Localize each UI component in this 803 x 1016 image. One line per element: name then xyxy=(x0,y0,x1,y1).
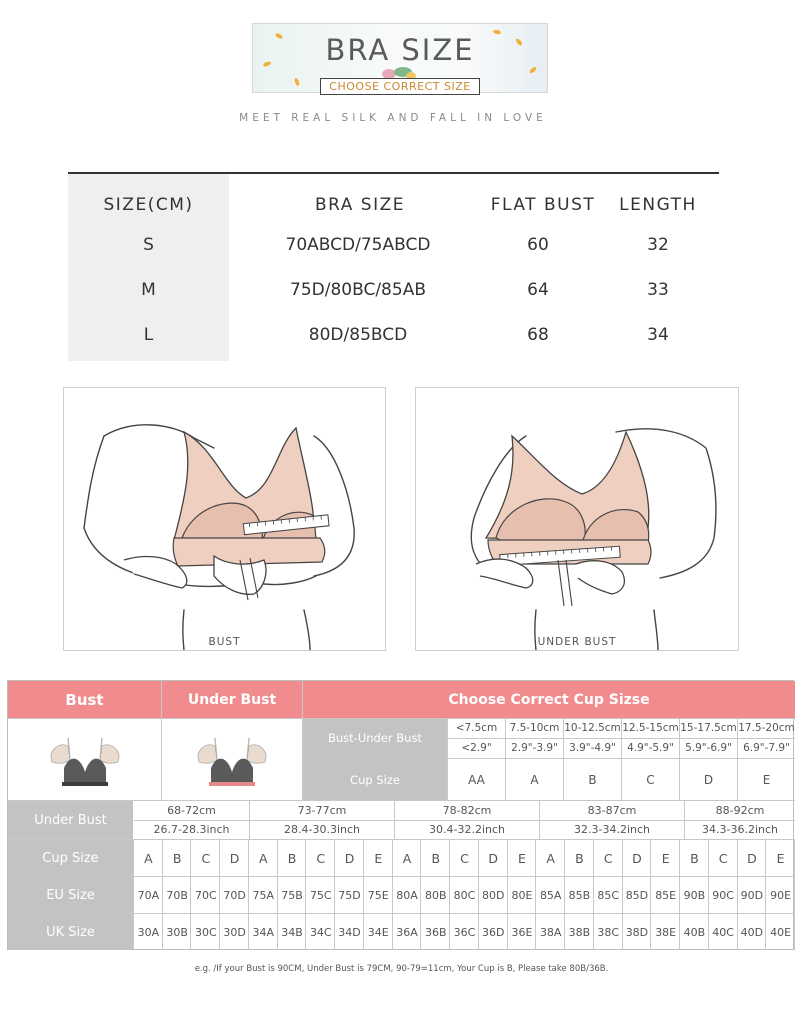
row-label-eu-size: EU Size xyxy=(8,877,133,913)
eu-size-cell: 80D xyxy=(481,888,505,902)
grid-line xyxy=(8,839,795,840)
chart-header-bust: Bust xyxy=(8,681,161,718)
grid-line xyxy=(161,681,162,800)
under-bust-range-inch: 30.4-32.2inch xyxy=(428,823,505,836)
grid-line xyxy=(563,718,564,800)
row-label-cup-size: Cup Size xyxy=(8,840,133,876)
under-bust-range-inch: 34.3-36.2inch xyxy=(701,823,778,836)
eu-size-cell: 85E xyxy=(655,888,677,902)
grid-line xyxy=(303,758,795,759)
cup-size-cell: D xyxy=(747,850,757,866)
uk-size-cell: 38A xyxy=(539,925,562,939)
cup-letter-cell: B xyxy=(588,772,597,787)
grid-line xyxy=(737,718,738,800)
grid-line xyxy=(535,840,536,950)
grid-line xyxy=(478,840,479,950)
uk-size-cell: 34D xyxy=(338,925,361,939)
under-bust-range-cm: 68-72cm xyxy=(167,804,216,817)
eu-size-cell: 80E xyxy=(511,888,533,902)
cup-size-cell: C xyxy=(316,850,326,866)
uk-size-cell: 34A xyxy=(252,925,275,939)
cup-size-cell: B xyxy=(690,850,699,866)
bra-icon xyxy=(187,724,277,794)
grid-line xyxy=(190,840,191,950)
eu-size-cell: 85A xyxy=(539,888,562,902)
diff-cm-cell: 7.5-10cm xyxy=(509,722,560,734)
size-table-cell: 75D/80BC/85AB xyxy=(290,280,426,300)
eu-size-cell: 70C xyxy=(194,888,217,902)
uk-size-cell: 34B xyxy=(281,925,303,939)
diff-inch-cell: 4.9"-5.9" xyxy=(627,742,674,754)
diff-cm-cell: 15-17.5cm xyxy=(680,722,737,734)
grid-line xyxy=(363,840,364,950)
under-bust-range-inch: 28.4-30.3inch xyxy=(283,823,360,836)
eu-size-cell: 85D xyxy=(625,888,649,902)
cup-size-cell: D xyxy=(344,850,355,866)
cup-letter-cell: D xyxy=(703,772,714,787)
under-bust-range-inch: 26.7-28.3inch xyxy=(153,823,230,836)
cup-size-cell: C xyxy=(201,850,211,866)
bust-diagram-icon xyxy=(64,388,385,650)
eu-size-cell: 75B xyxy=(281,888,303,902)
eu-size-cell: 80C xyxy=(453,888,476,902)
grid-line xyxy=(134,820,795,821)
cup-letter-cell: E xyxy=(762,772,771,787)
size-table-cell: 60 xyxy=(527,235,549,255)
under-bust-range-cm: 83-87cm xyxy=(587,804,637,817)
eu-size-cell: 75E xyxy=(367,888,389,902)
size-table-cell: 70ABCD/75ABCD xyxy=(285,235,431,255)
cup-letter-cell: C xyxy=(646,772,655,787)
eu-size-cell: 70B xyxy=(166,888,188,902)
cup-size-cell: E xyxy=(518,850,526,866)
bra-product-image-under-bust xyxy=(162,718,302,800)
cup-size-cell: A xyxy=(259,850,268,866)
size-table-header-bra-size: BRA SIZE xyxy=(314,195,405,215)
uk-size-cell: 36B xyxy=(424,925,447,939)
eu-size-cell: 70A xyxy=(137,888,160,902)
grid-line xyxy=(539,801,540,839)
size-table-cell: S xyxy=(143,235,154,255)
cup-size-cell: D xyxy=(488,850,499,866)
cup-letter-cell: A xyxy=(530,772,539,787)
eu-size-cell: 75C xyxy=(309,888,332,902)
cup-size-cell: D xyxy=(229,850,240,866)
grid-line xyxy=(8,876,795,877)
bust-label: BUST xyxy=(208,636,241,648)
size-table-cell: M xyxy=(141,280,156,300)
cup-size-cell: C xyxy=(718,850,728,866)
uk-size-cell: 36E xyxy=(511,925,533,939)
size-table-cell: 33 xyxy=(647,280,669,300)
bust-measure-illustration xyxy=(63,387,386,651)
eu-size-cell: 90B xyxy=(683,888,706,902)
uk-size-cell: 30C xyxy=(194,925,217,939)
cup-size-cell: A xyxy=(546,850,555,866)
grid-line xyxy=(507,840,508,950)
uk-size-cell: 34C xyxy=(309,925,332,939)
grid-line xyxy=(133,840,134,950)
eu-size-cell: 70D xyxy=(223,888,246,902)
cup-size-cell: A xyxy=(144,850,153,866)
uk-size-cell: 40E xyxy=(770,925,792,939)
cup-size-cell: B xyxy=(575,850,584,866)
chart-header-under-bust: Under Bust xyxy=(162,681,302,718)
diff-cm-cell: 17.5-20cm xyxy=(738,722,795,734)
diff-inch-cell: 5.9"-6.9" xyxy=(685,742,732,754)
cup-size-cell: B xyxy=(172,850,182,866)
size-table-header-size: SIZE(CM) xyxy=(103,195,194,215)
uk-size-cell: 38E xyxy=(655,925,677,939)
uk-size-cell: 38C xyxy=(597,925,620,939)
cup-size-cell: E xyxy=(776,850,785,866)
grid-line xyxy=(249,801,250,839)
grid-line xyxy=(684,801,685,839)
eu-size-cell: 85C xyxy=(597,888,620,902)
uk-size-cell: 40D xyxy=(740,925,764,939)
uk-size-cell: 30B xyxy=(166,925,188,939)
bra-icon xyxy=(40,724,130,794)
cup-size-chart xyxy=(7,680,794,950)
grid-line xyxy=(708,840,709,950)
under-bust-range-inch: 32.3-34.2inch xyxy=(573,823,650,836)
cup-size-cell: D xyxy=(632,850,642,866)
cup-size-cell: C xyxy=(603,850,613,866)
eu-size-cell: 75A xyxy=(252,888,275,902)
under-bust-range-cm: 78-82cm xyxy=(442,804,492,817)
grid-line xyxy=(8,913,795,914)
eu-size-cell: 75D xyxy=(338,888,361,902)
grid-line xyxy=(334,840,335,950)
leaf-decoration xyxy=(529,66,538,74)
diff-inch-cell: <2.9" xyxy=(461,742,492,754)
eu-size-cell: 90D xyxy=(740,888,764,902)
uk-size-cell: 36D xyxy=(481,925,505,939)
grid-line xyxy=(302,681,303,800)
under-bust-measure-illustration xyxy=(415,387,739,651)
eu-size-cell: 80B xyxy=(424,888,447,902)
tagline: MEET REAL SILK AND FALL IN LOVE xyxy=(239,112,547,124)
grid-line xyxy=(449,840,450,950)
cup-size-example-note: e.g. /If your Bust is 90CM, Under Bust is 79CM, 90-79=11cm, Your Cup is B, Please take 80B/36B. xyxy=(194,964,609,974)
cup-size-header-label: Cup Size xyxy=(303,759,447,800)
diff-cm-cell: <7.5cm xyxy=(455,722,498,734)
grid-line xyxy=(650,840,651,950)
cup-size-cell: C xyxy=(460,850,469,866)
grid-line xyxy=(794,840,795,950)
cup-letter-cell: AA xyxy=(468,772,485,787)
grid-line xyxy=(593,840,594,950)
grid-line xyxy=(8,800,795,801)
cup-size-cell: E xyxy=(661,850,670,866)
chart-header-choose-cup: Choose Correct Cup Sizse xyxy=(303,681,795,718)
grid-line xyxy=(8,718,795,719)
grid-line xyxy=(219,840,220,950)
grid-line xyxy=(621,718,622,800)
size-table-cell: 68 xyxy=(527,325,549,345)
grid-line xyxy=(564,840,565,950)
uk-size-cell: 36A xyxy=(396,925,418,939)
under-bust-label: UNDER BUST xyxy=(537,636,617,648)
cup-size-cell: B xyxy=(431,850,441,866)
grid-line xyxy=(392,840,393,950)
cup-size-cell: A xyxy=(402,850,412,866)
uk-size-cell: 38D xyxy=(625,925,649,939)
diff-cm-cell: 12.5-15cm xyxy=(622,722,679,734)
size-table-cell: L xyxy=(143,325,154,345)
under-bust-range-cm: 88-92cm xyxy=(715,804,765,817)
banner-title: BRA SIZE xyxy=(325,33,475,67)
grid-line xyxy=(679,840,680,950)
uk-size-cell: 34E xyxy=(367,925,389,939)
under-bust-diagram-icon xyxy=(416,388,738,650)
under-bust-range-cm: 73-77cm xyxy=(297,804,347,817)
grid-line xyxy=(737,840,738,950)
eu-size-cell: 90E xyxy=(770,888,792,902)
grid-line xyxy=(305,840,306,950)
leaf-decoration xyxy=(294,78,300,87)
grid-line xyxy=(277,840,278,950)
row-label-under-bust: Under Bust xyxy=(8,801,133,839)
eu-size-cell: 90C xyxy=(712,888,734,902)
grid-line xyxy=(162,840,163,950)
size-table-cell: 64 xyxy=(527,280,549,300)
eu-size-cell: 85B xyxy=(568,888,591,902)
uk-size-cell: 30D xyxy=(223,925,246,939)
size-table-header-length: LENGTH xyxy=(619,195,697,215)
uk-size-cell: 36C xyxy=(453,925,476,939)
size-table-cell: 34 xyxy=(647,325,669,345)
diff-cm-cell: 10-12.5cm xyxy=(564,722,621,734)
grid-line xyxy=(394,801,395,839)
uk-size-cell: 40B xyxy=(683,925,706,939)
grid-line xyxy=(679,718,680,800)
cup-size-cell: E xyxy=(374,850,383,866)
grid-line xyxy=(248,840,249,950)
uk-size-cell: 40C xyxy=(712,925,734,939)
grid-line xyxy=(420,840,421,950)
grid-line xyxy=(622,840,623,950)
grid-line xyxy=(765,840,766,950)
diff-inch-cell: 2.9"-3.9" xyxy=(511,742,558,754)
diff-inch-cell: 6.9"-7.9" xyxy=(743,742,790,754)
diff-inch-cell: 3.9"-4.9" xyxy=(569,742,616,754)
bust-minus-under-bust-label: Bust-Under Bust xyxy=(303,718,447,758)
cup-size-cell: B xyxy=(287,850,297,866)
uk-size-cell: 30A xyxy=(137,925,160,939)
uk-size-cell: 38B xyxy=(568,925,591,939)
grid-line xyxy=(447,718,448,800)
banner-subtitle: CHOOSE CORRECT SIZE xyxy=(320,78,480,95)
size-table-cell: 32 xyxy=(647,235,669,255)
eu-size-cell: 80A xyxy=(396,888,418,902)
size-table-header-flat-bust: FLAT BUST xyxy=(490,195,596,215)
row-label-uk-size: UK Size xyxy=(8,914,133,950)
grid-line xyxy=(505,718,506,800)
size-table-cell: 80D/85BCD xyxy=(308,325,408,345)
bra-product-image-bust xyxy=(8,718,161,800)
